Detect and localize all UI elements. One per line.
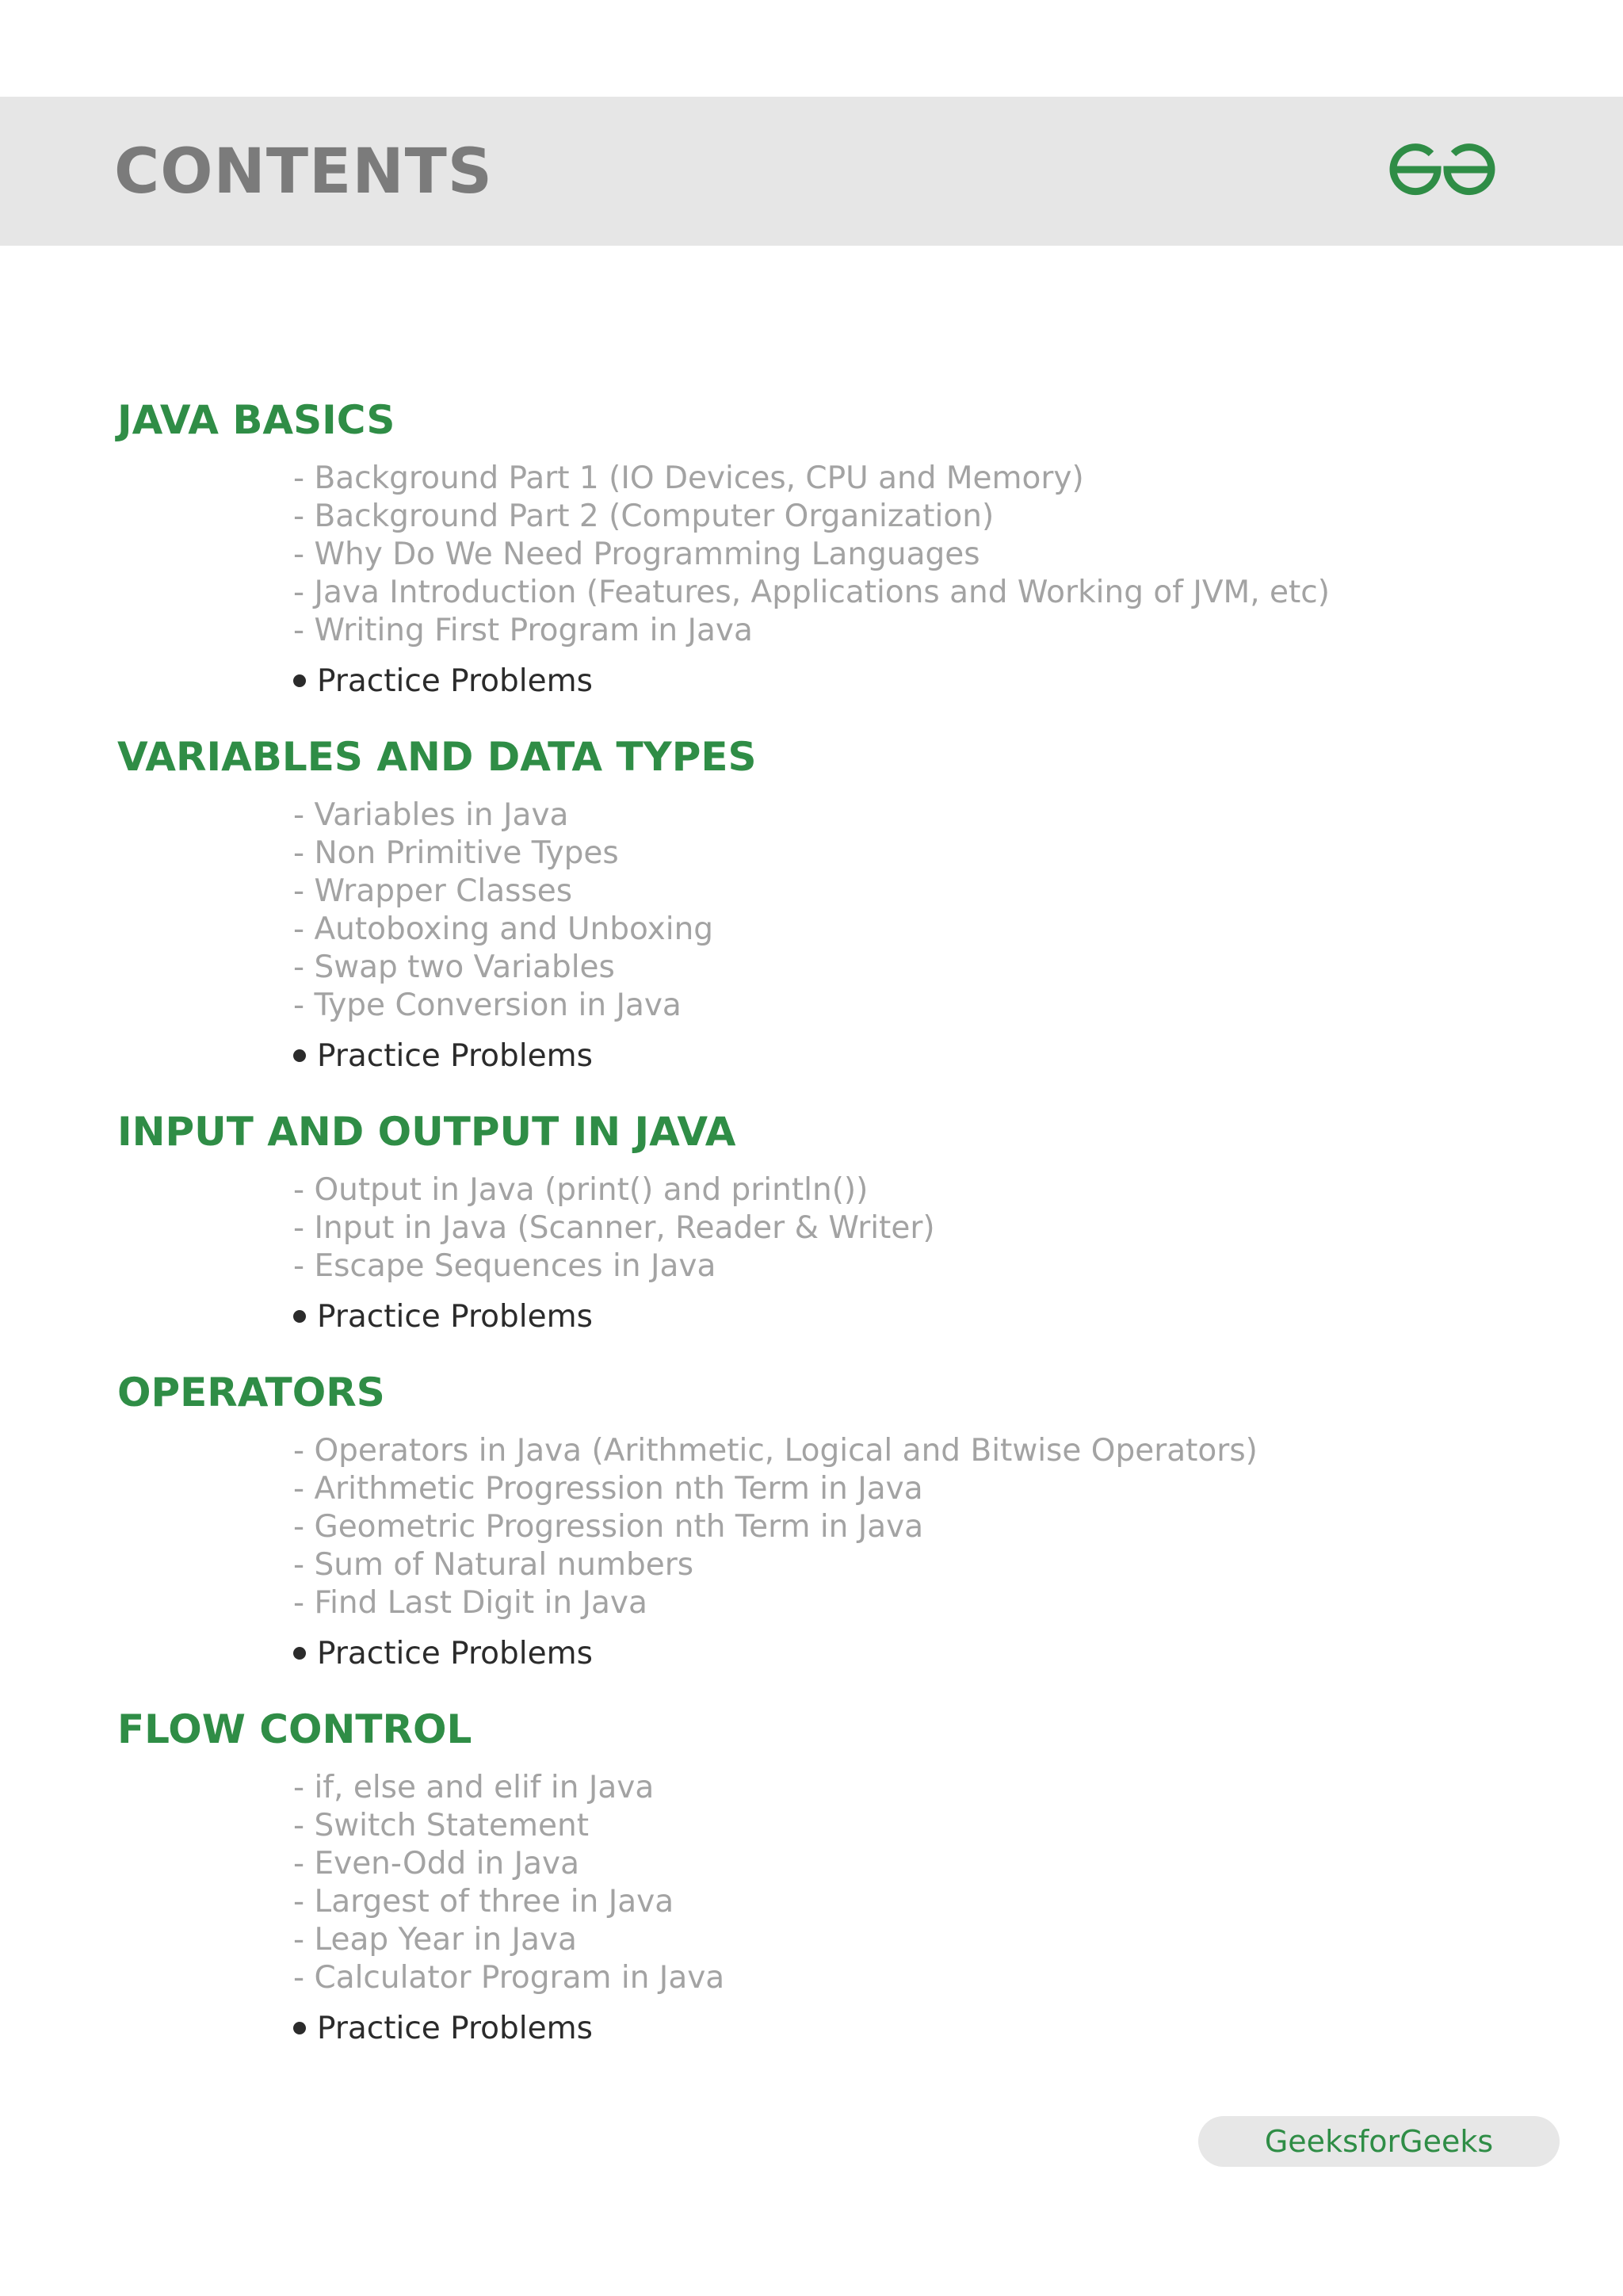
section-title: JAVA BASICS [117,397,395,443]
topic-item: - Writing First Program in Java [293,613,753,648]
topic-item: - Java Introduction (Features, Applications and Working of JVM, etc) [293,575,1330,610]
topic-item: - Calculator Program in Java [293,1960,725,1996]
practice-label: Practice Problems [317,1299,593,1335]
practice-label: Practice Problems [317,663,593,699]
topic-item: - Swap two Variables [293,949,615,985]
topic-item: - Arithmetic Progression nth Term in Java [293,1471,923,1507]
section-title: VARIABLES AND DATA TYPES [117,734,757,780]
topic-item: - Largest of three in Java [293,1884,674,1920]
bullet-icon [293,674,306,687]
topic-item: - Even-Odd in Java [293,1846,579,1881]
practice-label: Practice Problems [317,2011,593,2046]
section-title: INPUT AND OUTPUT IN JAVA [117,1109,736,1155]
topic-item: - Wrapper Classes [293,873,573,909]
topic-item: - Why Do We Need Programming Languages [293,537,980,572]
practice-problems-item [293,663,593,701]
topic-item: - Find Last Digit in Java [293,1585,647,1621]
bullet-icon [293,1647,306,1660]
topic-item: - Type Conversion in Java [293,988,682,1023]
section-title: OPERATORS [117,1370,385,1415]
topic-item: - Leap Year in Java [293,1922,577,1958]
practice-problems-item [293,1298,593,1336]
topic-item: - Non Primitive Types [293,835,619,871]
practice-problems-item [293,2010,593,2048]
section-title: FLOW CONTROL [117,1706,472,1752]
practice-label: Practice Problems [317,1636,593,1671]
topic-item: - if, else and elif in Java [293,1770,655,1805]
topic-item: - Background Part 1 (IO Devices, CPU and Memory) [293,460,1084,496]
bullet-icon [293,1310,306,1323]
footer-brand-badge: GeeksforGeeks [1198,2116,1560,2167]
practice-problems-item [293,1037,593,1075]
practice-problems-item [293,1635,593,1673]
practice-label: Practice Problems [317,1038,593,1074]
topic-item: - Switch Statement [293,1808,590,1843]
topic-item: - Background Part 2 (Computer Organization) [293,499,995,534]
topic-item: - Escape Sequences in Java [293,1248,716,1284]
bullet-icon [293,1049,306,1062]
topic-item: - Variables in Java [293,797,569,833]
bullet-icon [293,2022,306,2034]
topic-item: - Geometric Progression nth Term in Java [293,1509,924,1545]
topic-item: - Autoboxing and Unboxing [293,911,714,947]
page-title: CONTENTS [114,136,493,208]
topic-item: - Output in Java (print() and println()) [293,1172,869,1208]
topic-item: - Input in Java (Scanner, Reader & Writer) [293,1210,935,1246]
topic-item: - Operators in Java (Arithmetic, Logical and Bitwise Operators) [293,1433,1258,1469]
topic-item: - Sum of Natural numbers [293,1547,694,1583]
gfg-logo-icon [1388,139,1496,200]
